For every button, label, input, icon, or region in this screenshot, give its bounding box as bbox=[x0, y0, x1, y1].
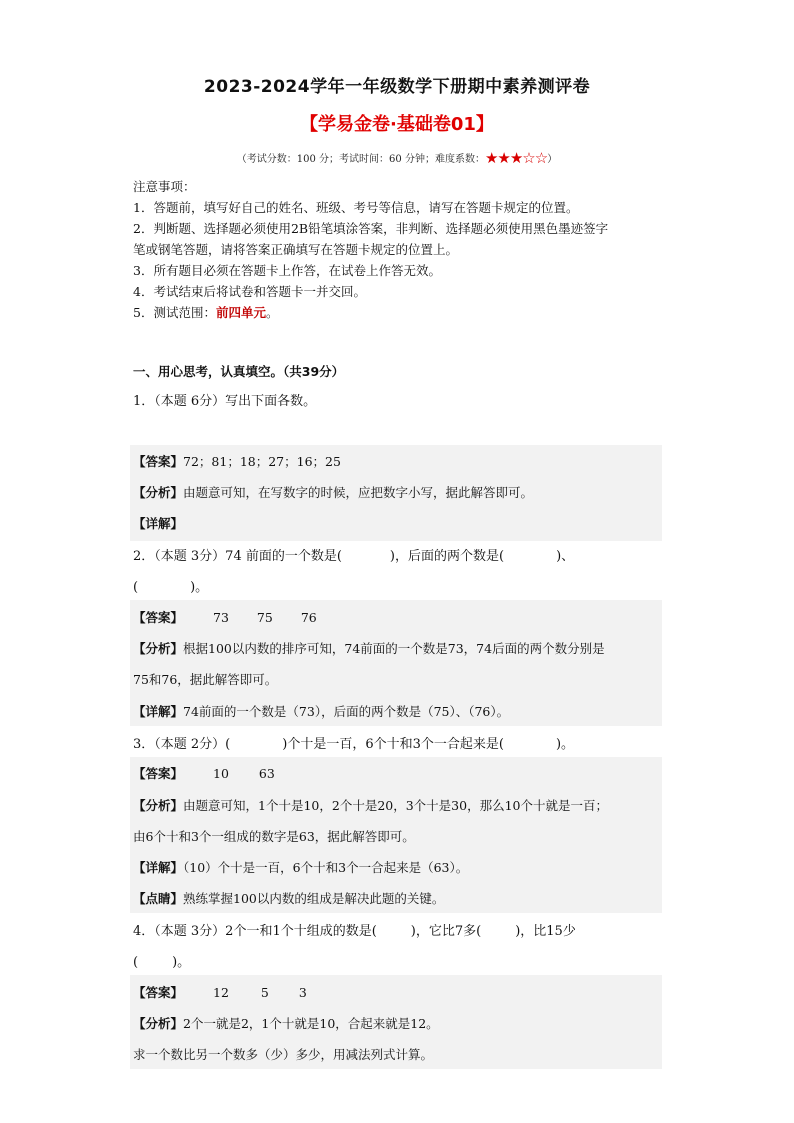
section-heading: 一、用心思考，认真填空。（共39分） bbox=[133, 364, 345, 379]
star-empty-icon: ☆☆ bbox=[522, 149, 548, 167]
answer-label: 【答案】 bbox=[133, 985, 184, 1000]
question-4-stem-cont bbox=[133, 951, 190, 970]
q2-answer bbox=[133, 608, 317, 626]
point-text: 熟练掌握100以内数的组成是解决此题的关键。 bbox=[183, 891, 445, 906]
answer-value: 76 bbox=[300, 610, 317, 625]
stem-part: 3．（本题 2分）( bbox=[133, 737, 231, 752]
question-2-stem bbox=[133, 545, 574, 564]
q4-analysis bbox=[133, 1014, 439, 1032]
answer-value: 12 bbox=[213, 985, 229, 1000]
detail-text: （10）个十是一百，6个十和3个一合起来是（63）。 bbox=[183, 860, 469, 875]
exam-meta bbox=[0, 149, 794, 167]
detail-text: 74前面的一个数是（73），后面的两个数是（75）、（76）。 bbox=[183, 704, 510, 719]
stem-part: )。 bbox=[172, 955, 191, 970]
notes-item: 2．判断题、选择题必须使用2B铅笔填涂答案，非判断、选择题必须使用黑色墨迹签字 bbox=[133, 221, 609, 236]
notes-item-scope bbox=[133, 302, 673, 323]
q1-detail bbox=[133, 514, 183, 532]
analysis-text: 根据100以内数的排序可知，74前面的一个数是73，74后面的两个数分别是 bbox=[183, 641, 605, 656]
q4-analysis-cont: 求一个数比另一个数多（少）多少，用减法列式计算。 bbox=[133, 1047, 434, 1062]
q1-analysis bbox=[133, 483, 533, 501]
meta-prefix: （考试分数：100 分；考试时间：60 分钟；难度系数： bbox=[236, 154, 485, 165]
analysis-label: 【分析】 bbox=[133, 1016, 184, 1031]
question-3-stem bbox=[133, 733, 574, 752]
answer-value: 63 bbox=[258, 766, 275, 781]
answer-value: 3 bbox=[298, 985, 307, 1000]
scope-label: 5．测试范围： bbox=[133, 305, 216, 320]
stem-part: )，它比7多( bbox=[410, 924, 482, 939]
stem-part: )。 bbox=[555, 737, 575, 752]
answer-text: 72；81；18；27；16；25 bbox=[183, 454, 341, 469]
notes-heading: 注意事项： bbox=[133, 179, 196, 194]
exam-title: 2023-2024学年一年级数学下册期中素养测评卷 bbox=[203, 77, 591, 97]
q3-point bbox=[133, 889, 444, 907]
point-label: 【点睛】 bbox=[133, 891, 184, 906]
stem-part: 4．（本题 3分）2个一和1个十组成的数是( bbox=[133, 924, 377, 939]
analysis-label: 【分析】 bbox=[133, 798, 184, 813]
notes-item: 1．答题前，填写好自己的姓名、班级、考号等信息，请写在答题卡规定的位置。 bbox=[133, 200, 579, 215]
q3-analysis-cont: 由6个十和3个一组成的数字是63，据此解答即可。 bbox=[133, 829, 415, 844]
notes-item: 3．所有题目必须在答题卡上作答，在试卷上作答无效。 bbox=[133, 263, 441, 278]
q4-answer bbox=[133, 983, 307, 1001]
meta-suffix: ） bbox=[547, 154, 558, 165]
analysis-text: 2个一就是2，1个十就是10，合起来就是12。 bbox=[183, 1016, 439, 1031]
notes-item: 4．考试结束后将试卷和答题卡一并交回。 bbox=[133, 284, 366, 299]
detail-label: 【详解】 bbox=[133, 516, 184, 531]
scope-value: 前四单元 bbox=[215, 305, 266, 320]
difficulty-stars bbox=[485, 149, 547, 167]
analysis-text: 由题意可知，在写数字的时候，应把数字小写，据此解答即可。 bbox=[183, 485, 534, 500]
stem-part: ( bbox=[133, 580, 139, 595]
notes-item: 笔或钢笔答题，请将答案正确填写在答题卡规定的位置上。 bbox=[133, 242, 459, 257]
stem-part: )个十是一百，6个十和3个一合起来是( bbox=[282, 737, 504, 752]
answer-label: 【答案】 bbox=[133, 766, 184, 781]
stem-part: ( bbox=[133, 955, 139, 970]
analysis-text: 由题意可知，1个十是10，2个十是20，3个十是30，那么10个十就是一百； bbox=[183, 798, 608, 813]
q3-analysis bbox=[133, 796, 608, 814]
question-2-stem-cont bbox=[133, 576, 208, 595]
notes-block bbox=[133, 176, 673, 323]
detail-label: 【详解】 bbox=[133, 860, 184, 875]
q3-detail bbox=[133, 858, 468, 876]
question-1-stem: 1．（本题 6分）写出下面各数。 bbox=[133, 394, 317, 409]
stem-part: )、 bbox=[556, 549, 575, 564]
analysis-label: 【分析】 bbox=[133, 485, 184, 500]
stem-part: )。 bbox=[190, 580, 209, 595]
star-filled-icon: ★★★ bbox=[484, 149, 523, 167]
q1-answer bbox=[133, 452, 341, 470]
stem-part: 2．（本题 3分）74 前面的一个数是( bbox=[133, 549, 342, 564]
detail-label: 【详解】 bbox=[133, 704, 184, 719]
q2-detail bbox=[133, 702, 509, 720]
stem-part: )，后面的两个数是( bbox=[389, 549, 505, 564]
q2-analysis-cont: 75和76，据此解答即可。 bbox=[133, 672, 278, 687]
answer-label: 【答案】 bbox=[133, 610, 184, 625]
exam-subtitle: 【学易金卷·基础卷01】 bbox=[300, 114, 494, 135]
answer-value: 73 bbox=[213, 610, 229, 625]
answer-value: 5 bbox=[260, 985, 269, 1000]
answer-value: 75 bbox=[256, 610, 273, 625]
stem-part: )，比15少 bbox=[515, 924, 576, 939]
answer-label: 【答案】 bbox=[133, 454, 184, 469]
analysis-label: 【分析】 bbox=[133, 641, 184, 656]
answer-value: 10 bbox=[213, 766, 229, 781]
scope-end: 。 bbox=[265, 305, 279, 320]
q3-answer bbox=[133, 764, 275, 782]
q2-analysis bbox=[133, 639, 605, 657]
question-4-stem bbox=[133, 920, 576, 939]
